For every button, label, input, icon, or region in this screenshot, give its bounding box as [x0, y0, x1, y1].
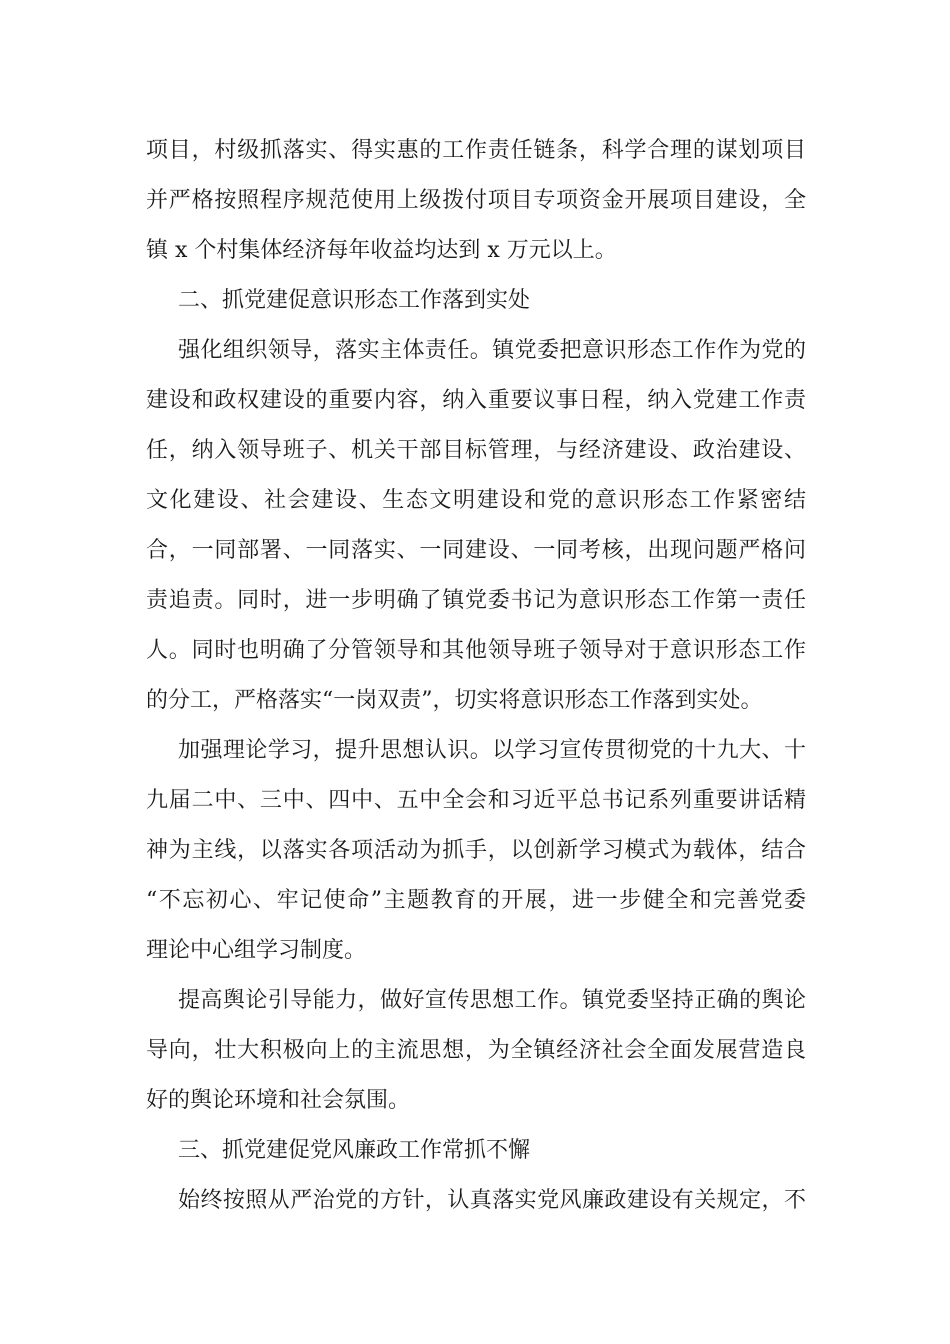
- text-line: 任，纳入领导班子、机关干部目标管理，与经济建设、政治建设、: [146, 438, 806, 463]
- text-line: 人。同时也明确了分管领导和其他领导班子领导对于意识形态工作: [146, 638, 806, 663]
- text-line: 加强理论学习，提升思想认识。以学习宣传贯彻党的十九大、十: [178, 738, 806, 763]
- text-line: 好的舆论环境和社会氛围。: [146, 1088, 411, 1113]
- text-line: “不忘初心、牢记使命”主题教育的开展，进一步健全和完善党委: [146, 888, 806, 913]
- text-line: 理论中心组学习制度。: [146, 938, 367, 963]
- text-line: 强化组织领导，落实主体责任。镇党委把意识形态工作作为党的: [178, 338, 806, 363]
- text-line: 文化建设、社会建设、生态文明建设和党的意识形态工作紧密结: [146, 488, 806, 513]
- text-line: 提高舆论引导能力，做好宣传思想工作。镇党委坚持正确的舆论: [178, 988, 806, 1013]
- section-heading: 三、抓党建促党风廉政工作常抓不懈: [178, 1138, 531, 1163]
- text-line: 并严格按照程序规范使用上级拨付项目专项资金开展项目建设，全: [146, 188, 806, 213]
- text-line: 镇 x 个村集体经济每年收益均达到 x 万元以上。: [146, 238, 617, 263]
- text-line: 责追责。同时，进一步明确了镇党委书记为意识形态工作第一责任: [146, 588, 806, 613]
- text-line: 合，一同部署、一同落实、一同建设、一同考核，出现问题严格问: [146, 538, 806, 563]
- text-line: 项目，村级抓落实、得实惠的工作责任链条，科学合理的谋划项目: [146, 138, 806, 163]
- text-line: 的分工，严格落实“一岗双责”，切实将意识形态工作落到实处。: [146, 688, 763, 713]
- text-line: 导向，壮大积极向上的主流思想，为全镇经济社会全面发展营造良: [146, 1038, 806, 1063]
- section-heading: 二、抓党建促意识形态工作落到实处: [178, 288, 531, 313]
- text-line: 建设和政权建设的重要内容，纳入重要议事日程，纳入党建工作责: [146, 388, 806, 413]
- text-line: 神为主线，以落实各项活动为抓手，以创新学习模式为载体，结合: [146, 838, 806, 863]
- text-line: 九届二中、三中、四中、五中全会和习近平总书记系列重要讲话精: [146, 788, 806, 813]
- text-line: 始终按照从严治党的方针，认真落实党风廉政建设有关规定，不: [178, 1188, 806, 1213]
